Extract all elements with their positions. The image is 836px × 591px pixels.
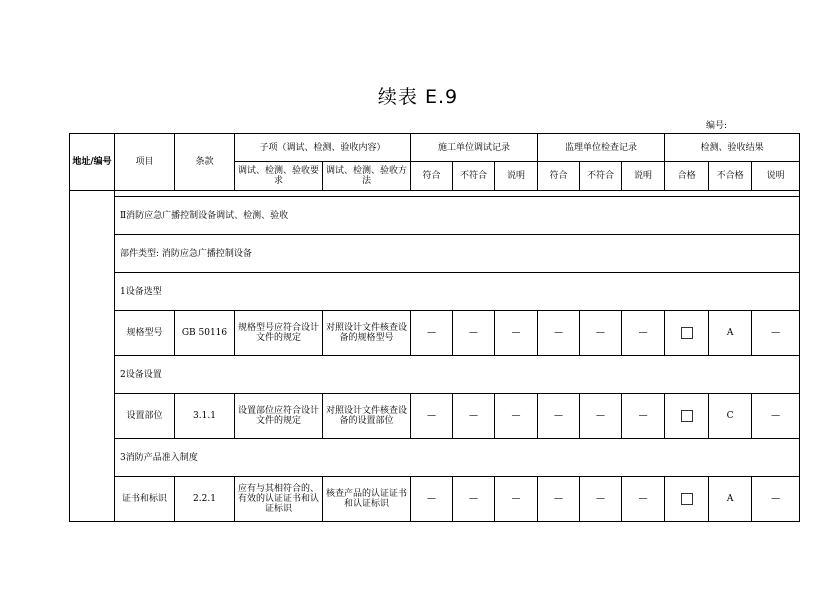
header-construction-nonconform: 不符合 <box>453 162 495 191</box>
construction-conform-cell: — <box>411 477 453 522</box>
page-title: 续表 E.9 <box>377 86 459 108</box>
row-method: 核查产品的认证证书和认证标识 <box>323 477 411 522</box>
header-supervision-note: 说明 <box>622 162 665 191</box>
row-requirement: 规格型号应符合设计文件的规定 <box>235 311 323 356</box>
result-note-cell: — <box>752 311 800 356</box>
supervision-conform-cell: — <box>538 394 580 439</box>
supervision-nonconform-cell: — <box>580 477 622 522</box>
row-clause: 2.2.1 <box>175 477 235 522</box>
result-note-cell: — <box>752 394 800 439</box>
result-pass-cell[interactable] <box>665 311 709 356</box>
header-item: 项目 <box>115 134 175 191</box>
supervision-conform-cell: — <box>538 311 580 356</box>
section-device-selection: 1设备选型 <box>115 273 800 311</box>
table-row <box>70 477 800 522</box>
supervision-note-cell: — <box>622 477 665 522</box>
row-item: 证书和标识 <box>115 477 175 522</box>
result-grade-cell: C <box>709 394 752 439</box>
supervision-nonconform-cell: — <box>580 394 622 439</box>
section-main-title: Ⅱ消防应急广播控制设备调试、检测、验收 <box>115 197 800 235</box>
row-requirement: 设置部位应符合设计文件的规定 <box>235 394 323 439</box>
serial-number-label: 编号: <box>706 121 728 131</box>
header-supervision-nonconform: 不符合 <box>580 162 622 191</box>
supervision-note-cell: — <box>622 311 665 356</box>
section-row <box>70 197 800 235</box>
row-method: 对照设计文件核查设备的设置部位 <box>323 394 411 439</box>
header-address: 地址/编号 <box>70 134 115 191</box>
construction-nonconform-cell: — <box>453 477 495 522</box>
header-result: 检测、验收结果 <box>665 134 800 162</box>
construction-note-cell: — <box>495 311 538 356</box>
acceptance-form-table <box>69 133 800 522</box>
row-method: 对照设计文件核查设备的规格型号 <box>323 311 411 356</box>
construction-conform-cell: — <box>411 311 453 356</box>
address-cell <box>70 191 115 522</box>
header-result-fail: 不合格 <box>709 162 752 191</box>
header-result-pass: 合格 <box>665 162 709 191</box>
header-subitem: 子项（调试、检测、验收内容） <box>235 134 411 162</box>
pass-checkbox[interactable] <box>681 493 693 505</box>
table-row <box>70 394 800 439</box>
construction-note-cell: — <box>495 394 538 439</box>
construction-nonconform-cell: — <box>453 394 495 439</box>
header-sub-requirement: 调试、检测、验收要求 <box>235 162 323 191</box>
section-row <box>70 273 800 311</box>
construction-conform-cell: — <box>411 394 453 439</box>
header-result-note: 说明 <box>752 162 800 191</box>
construction-nonconform-cell: — <box>453 311 495 356</box>
pass-checkbox[interactable] <box>681 327 693 339</box>
result-grade-cell: A <box>709 311 752 356</box>
row-clause: 3.1.1 <box>175 394 235 439</box>
section-row <box>70 356 800 394</box>
result-note-cell: — <box>752 477 800 522</box>
header-construction-note: 说明 <box>495 162 538 191</box>
pass-checkbox[interactable] <box>681 410 693 422</box>
component-type: 部件类型: 消防应急广播控制设备 <box>115 235 800 273</box>
result-pass-cell[interactable] <box>665 394 709 439</box>
header-construction-record: 施工单位调试记录 <box>411 134 538 162</box>
header-sub-method: 调试、检测、验收方法 <box>323 162 411 191</box>
result-pass-cell[interactable] <box>665 477 709 522</box>
supervision-nonconform-cell: — <box>580 311 622 356</box>
supervision-note-cell: — <box>622 394 665 439</box>
header-row-1 <box>70 134 800 162</box>
result-grade-cell: A <box>709 477 752 522</box>
construction-note-cell: — <box>495 477 538 522</box>
section-row <box>70 235 800 273</box>
row-item: 设置部位 <box>115 394 175 439</box>
section-product-access: 3消防产品准入制度 <box>115 439 800 477</box>
header-supervision-record: 监理单位检查记录 <box>538 134 665 162</box>
row-requirement: 应有与其相符合的、有效的认证证书和认证标识 <box>235 477 323 522</box>
header-supervision-conform: 符合 <box>538 162 580 191</box>
table-row <box>70 311 800 356</box>
row-clause: GB 50116 <box>175 311 235 356</box>
header-clause: 条款 <box>175 134 235 191</box>
section-row <box>70 439 800 477</box>
row-item: 规格型号 <box>115 311 175 356</box>
section-device-setting: 2设备设置 <box>115 356 800 394</box>
supervision-conform-cell: — <box>538 477 580 522</box>
header-construction-conform: 符合 <box>411 162 453 191</box>
